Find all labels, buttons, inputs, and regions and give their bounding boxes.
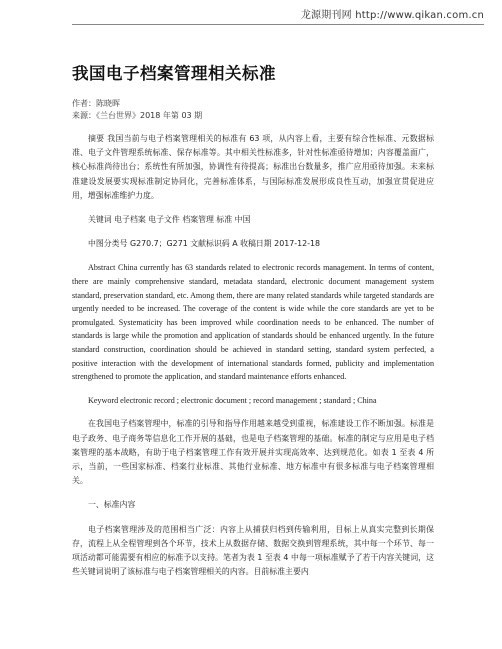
article-source: 来源：《兰台世界》2018 年第 03 期: [72, 111, 203, 120]
article-title: 我国电子档案管理相关标准: [72, 64, 276, 83]
article-body: [72, 60, 434, 579]
article-author: 作者：陈晓晖: [72, 99, 120, 108]
section-paragraph: 电子档案管理涉及的范围相当广泛：内容上从捕获归档到传输利用，目标上从真实完整到长期保存，流程上从全程管理到各个环节，技术上从数据存储、数据交换到管理系统，其中每一个环节、每一项活动都可能需要有相应的标准予以支持。笔者为表 1 至表 4 中每一项标准赋予了若干内容关键词，这些关键词说明了该标准与电子档案管理相关的内容。目前标准主要内: [72, 524, 434, 577]
keywords-cn: 关键词 电子档案 电子文件 档案管理 标准 中国: [88, 215, 251, 225]
site-header[interactable]: 龙源期刊网 http://www.qikan.com.cn: [300, 10, 484, 21]
abstract-cn: 摘要 我国当前与电子档案管理相关的标准有 63 项，从内容上看，主要有综合性标准、元数据标准、电子文件管理系统标准、保存标准等。其中相关性标准多，针对性标准亟待增加；内容覆盖面广，核心标准尚待出台；系统性有所加强，协调性有待提高；标准出台数量多，推广应用亟待加强。未来标准建设发展要实现标准制定协同化，完善标准体系，与国际标准发展形成良性互动，加强宣贯促进应用，增强标准维护力度。: [72, 134, 434, 200]
keywords-en: Keyword electronic record ; electronic document ; record management ; standard ; China: [88, 395, 377, 405]
abstract-en: Abstract China currently has 63 standards related to electronic records management. In terms of content, there are mainly comprehensive standard, metadata standard, electronic document management system standard, preservation standard, etc. Among them, there are many related standards while targeted standards are urgently needed to be increased. The coverage of the content is wide while the core standards are yet to be promulgated. Systematicity has been improved while coordination needs to be enhanced. The number of standards is large while the promotion and application of standards should be enhanced urgently. In the future standard construction, coordination should be achieved in standard setting, standard system perfected, a positive interaction with the development of international standards formed, publicity and implementation strengthened to promote the application, and standard maintenance efforts enhanced.: [72, 263, 434, 382]
intro-paragraph: 在我国电子档案管理中，标准的引导和指导作用越来越受到重视，标准建设工作不断加强。标准是电子政务、电子商务等信息化工作开展的基础，也是电子档案管理的基础。标准的制定与应用是电子档案管理的基本战略，有助于电子档案管理工作有效开展并实现高效率、达到规范化。如表 1 至表 4 所示，当前，一些国家标准、档案行业标准、其他行业标准、地方标准中有很多标准与电子档案管理相关。: [72, 419, 434, 486]
section-heading: 一、标准内容: [88, 500, 136, 510]
header-divider: [72, 24, 484, 25]
classification-line: 中图分类号 G270.7；G271 文献标识码 A 收稿日期 2017-12-18: [88, 239, 321, 249]
